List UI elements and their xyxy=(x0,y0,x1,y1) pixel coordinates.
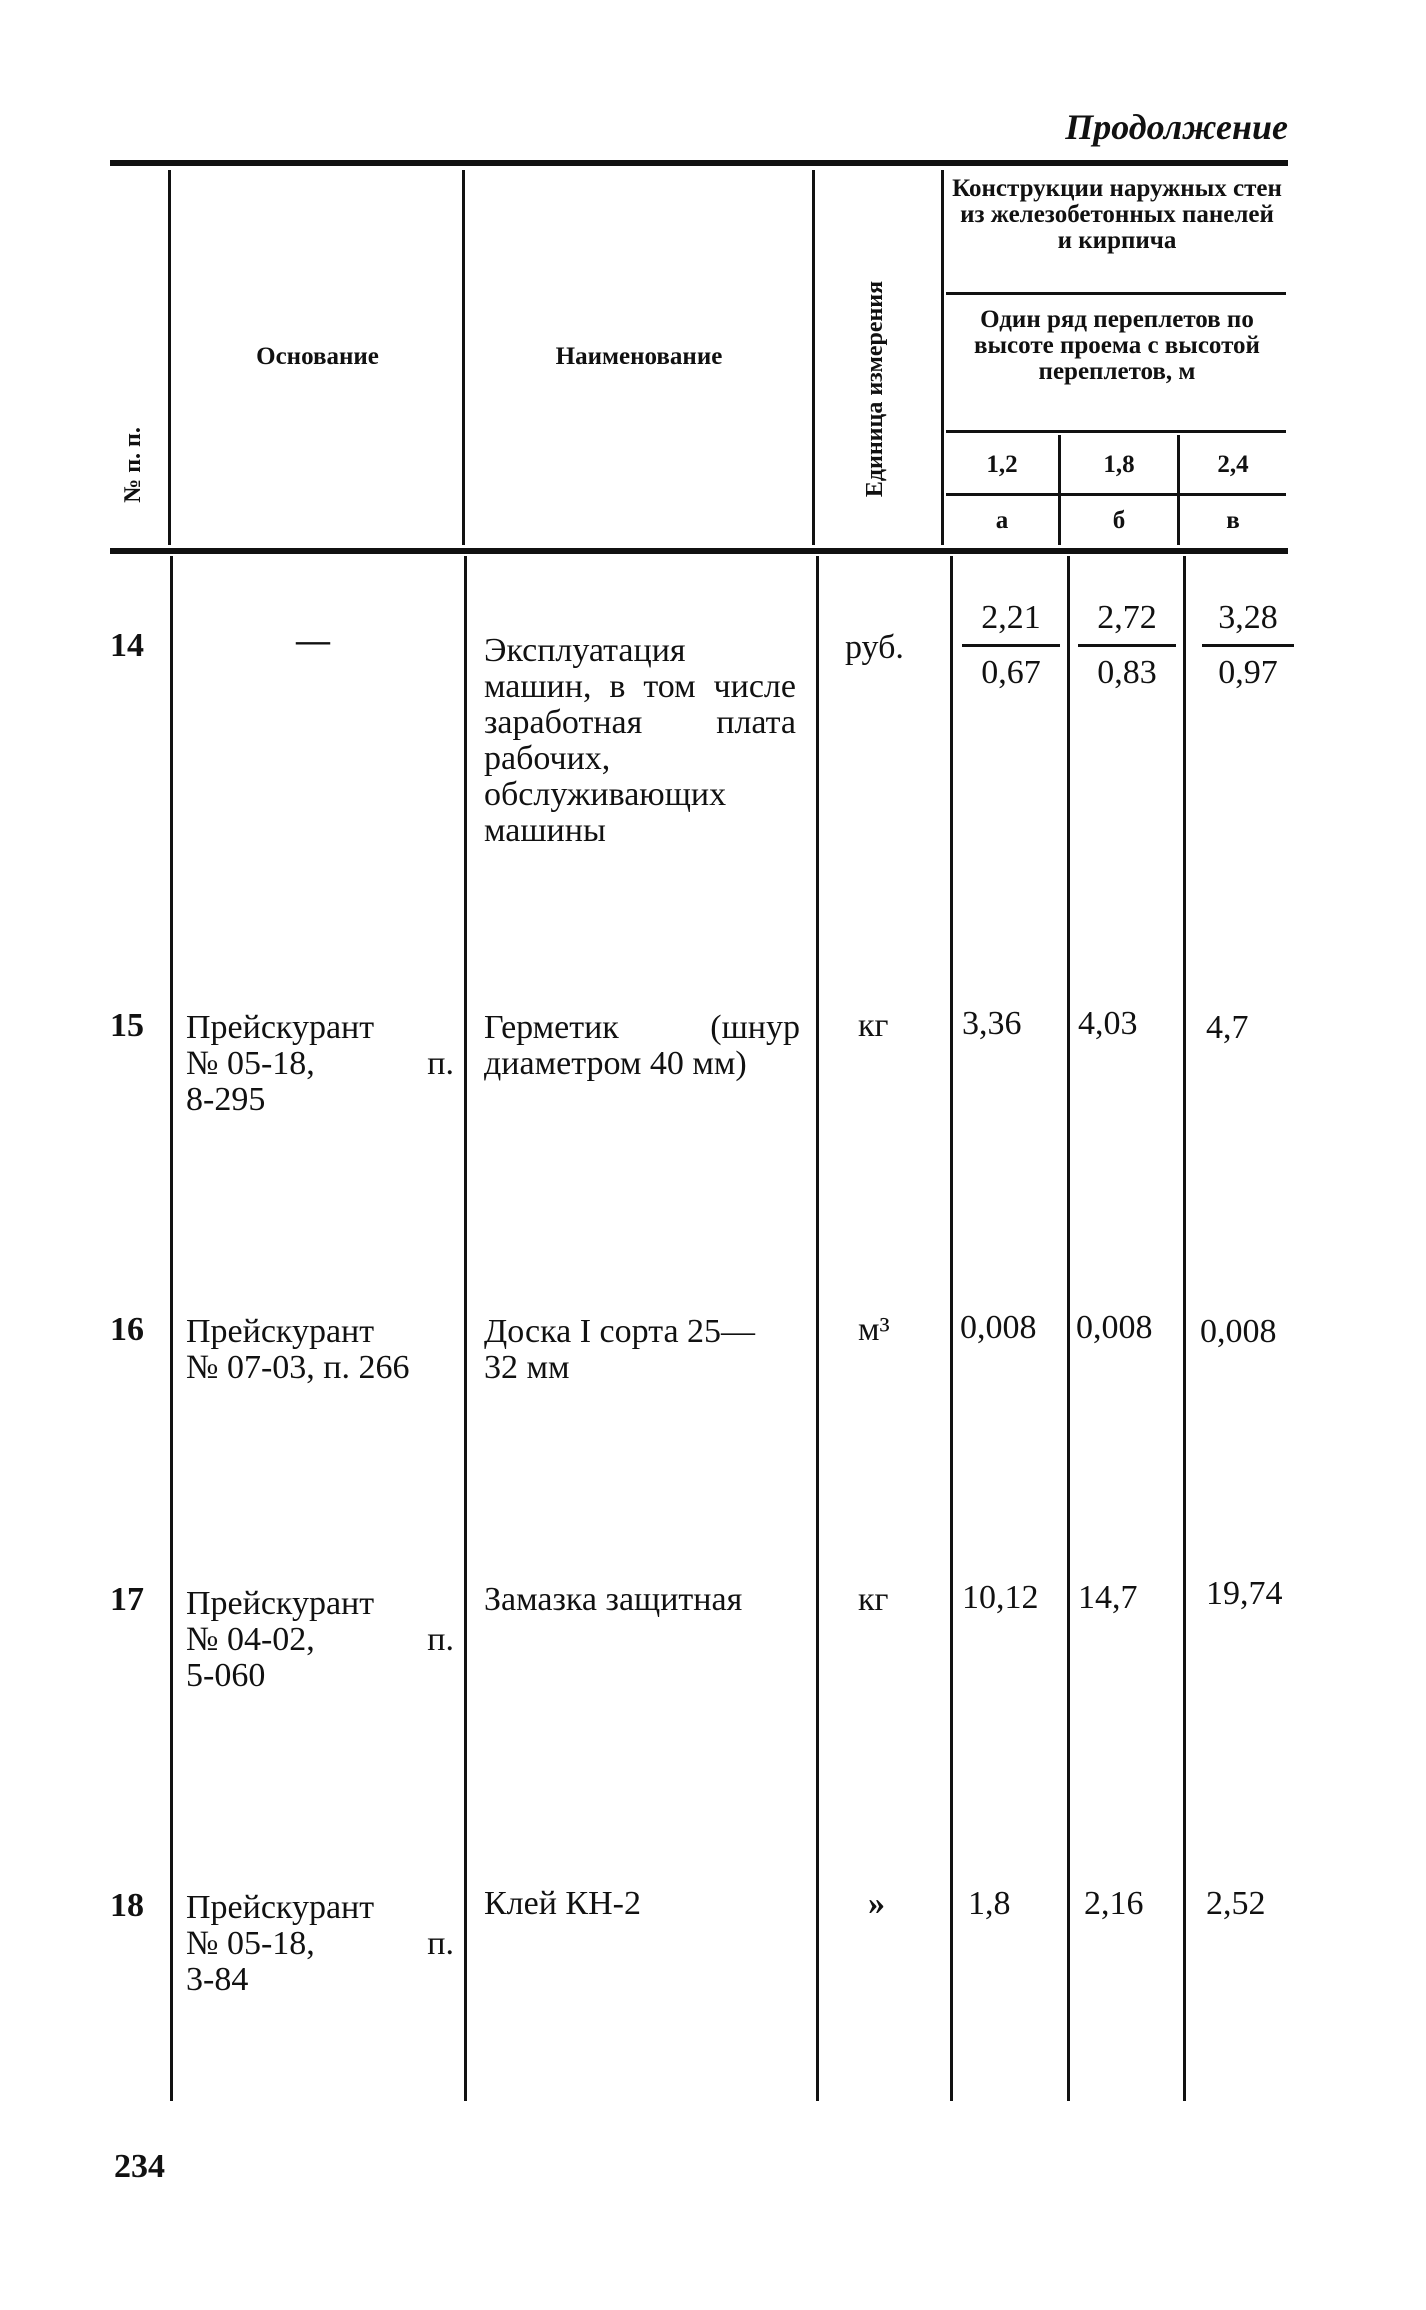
row-17-value-b: 14,7 xyxy=(1078,1579,1138,1616)
row-15-name-line1b: (шнур xyxy=(710,1009,800,1046)
col-basis-header: Основание xyxy=(256,343,379,370)
row-15-basis-line2a: № 05-18, xyxy=(186,1045,315,1082)
row-16-basis-line2: № 07-03, п. 266 xyxy=(186,1349,410,1386)
heights-rule xyxy=(946,493,1286,496)
header-divider-4 xyxy=(941,170,944,545)
row-14-unit: руб. xyxy=(845,629,904,666)
fraction-bar xyxy=(962,644,1060,647)
letter-a: а xyxy=(995,507,1009,534)
body-divider-1 xyxy=(170,556,173,2101)
row-18-value-a: 1,8 xyxy=(968,1885,1011,1922)
row-17-basis-line3: 5-060 xyxy=(186,1657,266,1694)
row-14-value-c-bottom: 0,97 xyxy=(1218,654,1278,691)
row-14-value-c xyxy=(1198,598,1298,693)
group-title: Конструкции наружных стен из железобетонных панелей и кирпича xyxy=(952,175,1282,254)
row-15-value-b: 4,03 xyxy=(1078,1005,1138,1042)
row-17-basis xyxy=(186,1586,454,1694)
row-16-name xyxy=(484,1314,800,1386)
table-top-rule xyxy=(110,160,1288,166)
row-16-name-line1: Доска I сорта 25— xyxy=(484,1313,756,1350)
letter-v: в xyxy=(1226,507,1240,534)
body-divider-2 xyxy=(464,556,467,2101)
row-17-basis-line2a: № 04-02, xyxy=(186,1621,315,1658)
row-18-basis-line2b: п. xyxy=(427,1925,454,1962)
row-15-basis-line3: 8-295 xyxy=(186,1081,266,1118)
fraction-bar xyxy=(1202,644,1294,647)
row-16-num: 16 xyxy=(110,1311,144,1348)
height-1-8: 1,8 xyxy=(1103,451,1135,478)
row-18-basis-line3: 3-84 xyxy=(186,1961,249,1998)
row-14-num: 14 xyxy=(110,627,144,664)
col-unit-header: Единица измерения xyxy=(862,280,888,498)
row-18-basis-line1: Прейскурант xyxy=(186,1889,375,1926)
row-18-name: Клей КН-2 xyxy=(484,1885,641,1922)
row-16-basis xyxy=(186,1314,456,1386)
row-17-num: 17 xyxy=(110,1581,144,1618)
row-18-basis xyxy=(186,1890,454,1998)
height-2-4: 2,4 xyxy=(1217,451,1249,478)
group-rule xyxy=(946,292,1286,295)
row-14-name: Эксплуатация машин, в том числе заработная плата рабочих, обслуживающих машины xyxy=(484,632,796,849)
row-15-name xyxy=(484,1010,800,1082)
page-number: 234 xyxy=(114,2148,165,2185)
row-15-value-a: 3,36 xyxy=(962,1005,1022,1042)
continued-label: Продолжение xyxy=(1065,107,1288,147)
col-num-header: № п. п. xyxy=(120,427,146,503)
row-17-basis-line2b: п. xyxy=(427,1621,454,1658)
row-15-basis xyxy=(186,1010,454,1118)
row-16-name-line2: 32 мм xyxy=(484,1349,570,1386)
body-divider-5 xyxy=(1067,556,1070,2101)
row-17-unit: кг xyxy=(858,1581,889,1618)
row-16-unit: м³ xyxy=(858,1311,890,1348)
row-14-value-b xyxy=(1074,598,1180,693)
row-17-value-c: 19,74 xyxy=(1206,1575,1283,1612)
row-18-value-b: 2,16 xyxy=(1084,1885,1144,1922)
row-16-value-a: 0,008 xyxy=(960,1309,1037,1346)
row-14-value-b-top: 2,72 xyxy=(1097,599,1157,636)
header-bottom-rule xyxy=(110,548,1288,554)
body-divider-3 xyxy=(816,556,819,2101)
header-divider-2 xyxy=(462,170,465,545)
row-18-unit: » xyxy=(868,1885,885,1922)
header-divider-1 xyxy=(168,170,171,545)
subgroup-rule xyxy=(946,430,1286,433)
row-16-value-c: 0,008 xyxy=(1200,1313,1277,1350)
fraction-bar xyxy=(1078,644,1176,647)
row-15-unit: кг xyxy=(858,1007,889,1044)
row-16-value-b: 0,008 xyxy=(1076,1309,1153,1346)
row-17-value-a: 10,12 xyxy=(962,1579,1039,1616)
col-name-header: Наименование xyxy=(555,343,723,370)
row-17-name: Замазка защитная xyxy=(484,1581,743,1618)
subgroup-title: Один ряд переплетов по высоте проема с высотой переплетов, м xyxy=(974,306,1260,385)
row-17-basis-line1: Прейскурант xyxy=(186,1585,375,1622)
row-14-basis: — xyxy=(296,622,330,659)
row-18-num: 18 xyxy=(110,1887,144,1924)
body-divider-6 xyxy=(1183,556,1186,2101)
body-divider-4 xyxy=(950,556,953,2101)
row-14-value-a-bottom: 0,67 xyxy=(981,654,1041,691)
row-15-name-line1a: Герметик xyxy=(484,1009,619,1046)
header-divider-3 xyxy=(812,170,815,545)
row-15-name-line2: диаметром 40 мм) xyxy=(484,1045,747,1082)
row-18-basis-line2a: № 05-18, xyxy=(186,1925,315,1962)
row-16-basis-line1: Прейскурант xyxy=(186,1313,375,1350)
row-15-basis-line2b: п. xyxy=(427,1045,454,1082)
row-15-value-c: 4,7 xyxy=(1206,1009,1249,1046)
row-14-value-a xyxy=(958,598,1064,693)
row-18-value-c: 2,52 xyxy=(1206,1885,1266,1922)
letter-b: б xyxy=(1112,507,1126,534)
row-14-value-b-bottom: 0,83 xyxy=(1097,654,1157,691)
row-15-num: 15 xyxy=(110,1007,144,1044)
row-15-basis-line1: Прейскурант xyxy=(186,1009,375,1046)
row-14-value-a-top: 2,21 xyxy=(981,599,1041,636)
height-1-2: 1,2 xyxy=(986,451,1018,478)
row-14-value-c-top: 3,28 xyxy=(1218,599,1278,636)
